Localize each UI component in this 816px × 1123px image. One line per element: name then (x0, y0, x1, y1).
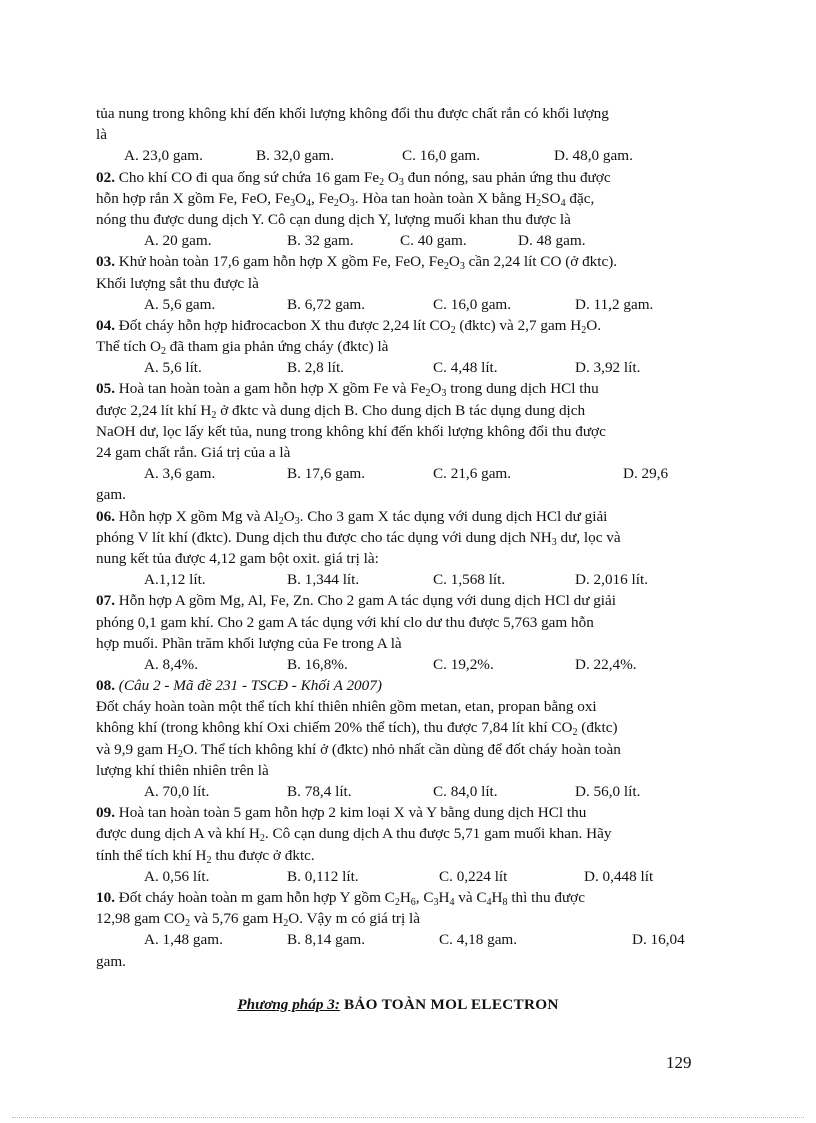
q03-text: O (448, 253, 460, 271)
q04-number: 04. (96, 316, 115, 334)
q08-text: (đktc) (577, 719, 618, 737)
sub: 6 (410, 896, 416, 908)
q02-text: O (387, 168, 399, 186)
q02-text: SO (541, 189, 561, 207)
q06-line3: nung kết tủa được 4,12 gam bột oxit. giá trị là: (96, 549, 379, 567)
sub: 2 (185, 918, 191, 930)
q05-line1 (96, 378, 700, 399)
bottom-divider (12, 1117, 804, 1118)
q04-text: Thể tích O (96, 338, 161, 356)
sub: 2 (536, 197, 542, 209)
q02-option-c: C. 40 gam. (400, 232, 467, 250)
q06-option-d: D. 2,016 lít. (575, 571, 648, 589)
q06-option-b: B. 1,344 lít. (287, 571, 360, 589)
q10-text: , C (415, 888, 434, 906)
sub: 4 (486, 896, 492, 908)
q10-option-b: B. 8,14 gam. (287, 931, 366, 949)
sub: 2 (206, 854, 212, 866)
q04-text: Đốt cháy hỗn hợp hiđrocacbon X thu được 2,24 lít CO (118, 316, 451, 334)
sub: 4 (560, 197, 566, 209)
q06-options (96, 569, 700, 590)
q03-number: 03. (96, 253, 115, 271)
q09-option-d: D. 0,448 lít (584, 867, 654, 885)
q03-line1 (96, 251, 700, 272)
q01-option-a: A. 23,0 gam. (124, 147, 203, 165)
q10-text: 12,98 gam CO (96, 910, 186, 928)
q05-text: O (430, 380, 442, 398)
q05-option-a: A. 3,6 gam. (144, 465, 216, 483)
q03-line2: Khối lượng sắt thu được là (96, 274, 259, 292)
q10-text: Đốt cháy hoàn toàn m gam hỗn hợp Y gồm C (118, 888, 395, 906)
q06-text: Hỗn hợp X gồm Mg và Al (118, 507, 279, 525)
q08-line2: Đốt cháy hoàn toàn một thể tích khí thiên nhiên gồm metan, etan, propan bằng oxi (96, 698, 597, 716)
q03-option-c: C. 16,0 gam. (433, 295, 512, 313)
method-title: BẢO TOÀN MOL ELECTRON (339, 995, 559, 1013)
sub: 2 (572, 727, 578, 739)
q07-option-d: D. 22,4%. (575, 655, 637, 673)
sub: 2 (283, 918, 289, 930)
q09-line1 (96, 802, 700, 823)
q09-number: 09. (96, 804, 115, 822)
q07-options (96, 654, 700, 675)
sub: 8 (502, 896, 508, 908)
sub: 2 (278, 515, 284, 527)
q05-option-c: C. 21,6 gam. (433, 465, 512, 483)
q08-option-a: A. 70,0 lít. (144, 783, 210, 800)
exercise-list (96, 103, 700, 1015)
q02-option-b: B. 32 gam. (287, 232, 354, 250)
q01-options (96, 145, 700, 166)
q08-source: (Câu 2 - Mã đề 231 - TSCĐ - Khối A 2007) (118, 677, 382, 695)
q09-text: tính thể tích khí H (96, 846, 207, 864)
sub: 2 (333, 197, 339, 209)
q01-text-line2: là (96, 126, 107, 144)
q01-option-d: D. 48,0 gam. (554, 147, 633, 165)
method-label: Phương pháp 3: (237, 995, 340, 1013)
q05-line3: NaOH dư, lọc lấy kết tủa, nung trong không khí đến khối lượng không đổi thu được (96, 422, 606, 440)
q10-options (96, 929, 700, 950)
q03-options (96, 294, 700, 315)
q05-option-b: B. 17,6 gam. (287, 465, 366, 483)
q08-option-b: B. 78,4 lít. (287, 783, 352, 800)
q04-option-d: D. 3,92 lít. (575, 359, 641, 377)
q02-text: O (295, 189, 307, 207)
q06-line1 (96, 506, 700, 527)
q06-text: dư, lọc và (556, 528, 621, 546)
q10-text: O. Vậy m có giá trị là (288, 910, 420, 928)
sub: 3 (433, 896, 439, 908)
sub: 4 (449, 896, 455, 908)
sub: 3 (551, 536, 557, 548)
q05-line5: gam. (96, 486, 126, 504)
q02-option-a: A. 20 gam. (144, 232, 212, 250)
q10-text: thì thu được (507, 888, 585, 906)
q09-text: Hoà tan hoàn toàn 5 gam hỗn hợp 2 kim loại X và Y bằng dung dịch HCl thu (118, 804, 587, 822)
q06-line2 (96, 527, 700, 548)
q10-line3: gam. (96, 952, 126, 970)
q03-option-a: A. 5,6 gam. (144, 295, 216, 313)
q07-line2: phóng 0,1 gam khí. Cho 2 gam A tác dụng với khí clo dư thu được 5,763 gam hỗn (96, 613, 594, 631)
q09-options (96, 866, 700, 887)
q04-options (96, 357, 700, 378)
q08-line4 (96, 739, 700, 760)
q03-option-d: D. 11,2 gam. (575, 295, 654, 313)
sub: 2 (160, 346, 166, 358)
q07-line1 (96, 590, 700, 611)
q08-text: và 9,9 gam H (96, 740, 178, 758)
q06-option-c: C. 1,568 lít. (433, 571, 506, 589)
q04-text: (đktc) và 2,7 gam H (455, 316, 582, 334)
sub: 3 (398, 176, 404, 188)
q10-line1 (96, 887, 700, 908)
q03-text: Khử hoàn toàn 17,6 gam hỗn hợp X gồm Fe, FeO, Fe (118, 253, 444, 271)
q05-text: được 2,24 lít khí H (96, 401, 212, 419)
q08-option-c: C. 84,0 lít. (433, 783, 498, 800)
sub: 2 (379, 176, 385, 188)
sub: 2 (443, 261, 449, 273)
q02-text: . Hòa tan hoàn toàn X bằng H (354, 189, 537, 207)
q02-line2 (96, 188, 700, 209)
q02-line1 (96, 167, 700, 188)
q08-text: không khí (trong không khí Oxi chiếm 20% thể tích), thu được 7,84 lít khí CO (96, 719, 573, 737)
q04-text: đã tham gia phản ứng cháy (đktc) là (165, 338, 389, 356)
q08-option-d: D. 56,0 lít. (575, 783, 641, 800)
q08-line1 (96, 675, 700, 696)
q05-line2 (96, 400, 700, 421)
sub: 2 (394, 896, 400, 908)
q05-text: ở đktc và dung dịch B. Cho dung dịch B tác dụng dung dịch (216, 401, 586, 419)
q10-text: và 5,76 gam H (190, 910, 284, 928)
q08-number: 08. (96, 677, 115, 695)
q06-text: O (283, 507, 295, 525)
q09-option-c: C. 0,224 lít (439, 867, 508, 885)
q07-line3: hợp muối. Phần trăm khối lượng của Fe trong A là (96, 634, 402, 652)
sub: 3 (290, 197, 296, 209)
q02-option-d: D. 48 gam. (518, 232, 586, 250)
q06-text: . Cho 3 gam X tác dụng với dung dịch HCl dư giải (299, 507, 608, 525)
q04-option-b: B. 2,8 lít. (287, 359, 344, 377)
q02-text: đun nóng, sau phản ứng thu được (403, 168, 611, 186)
q02-number: 02. (96, 168, 115, 186)
sub: 3 (459, 261, 465, 273)
q02-text: hỗn hợp rắn X gồm Fe, FeO, Fe (96, 189, 291, 207)
q05-number: 05. (96, 380, 115, 398)
method-heading (96, 994, 700, 1015)
q09-text: được dung dịch A và khí H (96, 825, 260, 843)
sub: 2 (425, 388, 431, 400)
q06-number: 06. (96, 507, 115, 525)
q08-options (96, 781, 700, 802)
q09-option-a: A. 0,56 lít. (144, 867, 210, 885)
q01-text-line1: tủa nung trong không khí đến khối lượng không đổi thu được chất rắn có khối lượng (96, 105, 609, 122)
q04-text: O. (586, 316, 602, 334)
q10-option-d: D. 16,04 (632, 931, 685, 949)
q09-line3 (96, 845, 700, 866)
q07-option-a: A. 8,4%. (144, 655, 198, 673)
q07-option-c: C. 19,2%. (433, 655, 494, 673)
sub: 4 (306, 197, 312, 209)
q07-number: 07. (96, 592, 115, 610)
q08-line3 (96, 717, 700, 738)
q03-text: cần 2,24 lít CO (ở đktc). (464, 253, 618, 271)
q04-option-a: A. 5,6 lít. (144, 359, 202, 377)
sub: 2 (211, 409, 217, 421)
q10-line2 (96, 908, 700, 929)
q01-option-c: C. 16,0 gam. (402, 147, 481, 165)
page-number: 129 (666, 1053, 692, 1072)
q08-text: O. Thể tích không khí ở (đktc) nhỏ nhất cần dùng để đốt cháy hoàn toàn (182, 740, 621, 758)
q10-number: 10. (96, 888, 115, 906)
q02-options (96, 230, 700, 251)
q02-text: đặc, (565, 189, 595, 207)
q07-option-b: B. 16,8%. (287, 655, 348, 673)
sub: 2 (450, 324, 456, 336)
q10-option-a: A. 1,48 gam. (144, 931, 223, 949)
q02-text: O (338, 189, 350, 207)
q06-text: phóng V lít khí (đktc). Dung dịch thu được cho tác dụng với dung dịch NH (96, 528, 552, 546)
sub: 3 (349, 197, 355, 209)
q10-text: H (491, 888, 503, 906)
q09-text: thu được ở đktc. (211, 846, 315, 864)
sub: 3 (441, 388, 447, 400)
q05-options (96, 463, 700, 484)
q04-line1 (96, 315, 700, 336)
q06-option-a: A.1,12 lít. (144, 571, 206, 589)
sub: 2 (259, 833, 265, 845)
q03-option-b: B. 6,72 gam. (287, 295, 366, 313)
q05-option-d: D. 29,6 (623, 465, 669, 483)
q09-line2 (96, 823, 700, 844)
q10-option-c: C. 4,18 gam. (439, 931, 518, 949)
q10-text: và C (454, 888, 487, 906)
q05-line4: 24 gam chất rắn. Giá trị của a là (96, 444, 291, 461)
q10-text: H (438, 888, 450, 906)
sub: 2 (581, 324, 587, 336)
q05-text: Hoà tan hoàn toàn a gam hỗn hợp X gồm Fe và Fe (118, 380, 426, 398)
q09-text: . Cô cạn dung dịch A thu được 5,71 gam muối khan. Hãy (264, 825, 612, 843)
q10-text: H (399, 888, 411, 906)
q08-line5: lượng khí thiên nhiên trên là (96, 761, 269, 779)
q04-option-c: C. 4,48 lít. (433, 359, 498, 377)
sub: 2 (177, 748, 183, 760)
q05-text: trong dung dịch HCl thu (446, 380, 599, 398)
q02-text: Cho khí CO đi qua ống sứ chứa 16 gam Fe (118, 168, 380, 186)
q02-line3: nóng thu được dung dịch Y. Cô cạn dung dịch Y, lượng muối khan thu được là (96, 210, 571, 228)
q04-line2 (96, 336, 700, 357)
q09-option-b: B. 0,112 lít. (287, 867, 359, 885)
sub: 3 (294, 515, 300, 527)
q07-text: Hỗn hợp A gồm Mg, Al, Fe, Zn. Cho 2 gam A tác dụng với dung dịch HCl dư giải (118, 592, 616, 610)
q01-option-b: B. 32,0 gam. (256, 147, 335, 165)
q02-text: , Fe (311, 189, 334, 207)
